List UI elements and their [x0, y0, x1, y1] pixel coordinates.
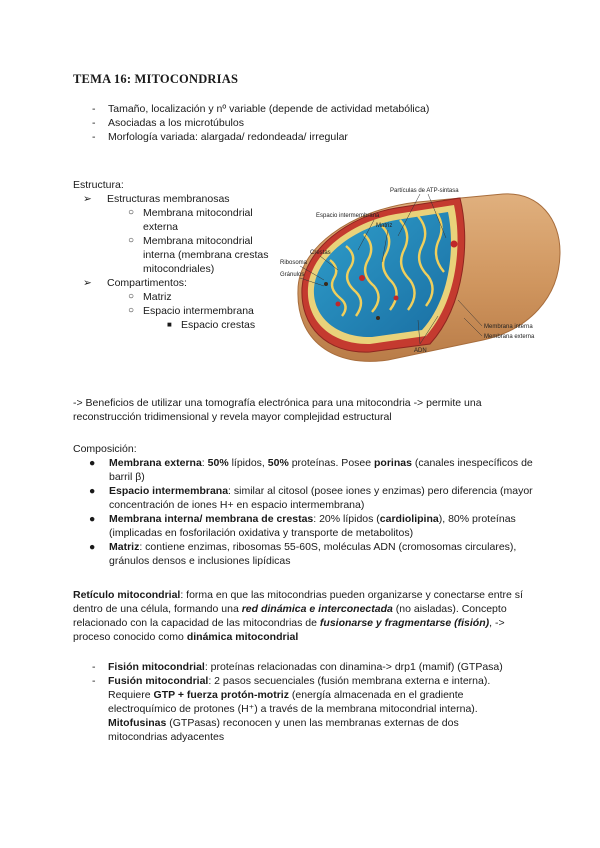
diagram-label-externa: Membrana externa — [484, 334, 535, 340]
diagram-label-ribosoma: Ribosoma — [280, 260, 308, 266]
dot-bullet-icon: ● — [89, 485, 96, 497]
dot-bullet-icon: ● — [89, 457, 96, 469]
diagram-label-adn: ADN — [414, 348, 427, 354]
list-item: ○ Espacio intermembrana — [128, 305, 254, 317]
particle-dot — [394, 296, 399, 301]
particle-dot — [359, 275, 365, 281]
list-item: ● Espacio intermembrana: similar al citosol (posee iones y enzimas) pero diferencia (mayor concentración de iones H+ en espacio intermembrana) — [89, 485, 533, 511]
list-item: ➢ Estructuras membranosas — [83, 193, 230, 205]
diagram-label-intermembrana: Espacio intermembrana — [316, 213, 380, 219]
dot-bullet-icon: ● — [89, 541, 96, 553]
granule-dot — [376, 316, 380, 320]
list-item: ● Membrana interna/ membrana de crestas: 20% lípidos (cardiolipina), 80% proteínas (implicadas en fosforilación oxidativa y transporte de metabolitos) — [89, 513, 516, 539]
estructura-heading: Estructura: — [73, 179, 124, 191]
list-item: - Fusión mitocondrial: 2 pasos secuenciales (fusión membrana externa e interna). Requiere GTP + fuerza protón-motriz (energía almacenada en el gradiente electroquímico de protones (H⁺) a través de la membrana mitocondrial interna). Mitofusinas (GTPasas) reconocen y unen las membranas externas de dos mitocondrias adyacentes — [92, 674, 520, 744]
list-item: ● Membrana externa: 50% lípidos, 50% proteínas. Posee porinas (canales inespecíficos de barril β) — [89, 457, 533, 483]
list-item: - Tamaño, localización y nº variable (depende de actividad metabólica) — [92, 102, 512, 116]
composicion-section — [73, 442, 533, 568]
diagram-label-crestas: Crestas — [310, 250, 331, 256]
particle-dot — [451, 241, 458, 248]
diagram-label-granulos: Gránulos — [280, 272, 305, 278]
dot-bullet-icon: ● — [89, 513, 96, 525]
estructura-section — [73, 178, 278, 332]
diagram-label-interna: Membrana interna — [484, 324, 533, 330]
granule-dot — [324, 282, 328, 286]
list-item: - Asociadas a los microtúbulos — [92, 116, 512, 130]
list-item: ○ Matriz — [128, 291, 172, 303]
square-bullet-icon: ■ — [167, 320, 172, 329]
circle-bullet-icon: ○ — [128, 305, 135, 316]
tomografia-paragraph: -> Beneficios de utilizar una tomografía electrónica para una mitocondria -> permite una reconstrucción tridimensional y revela mayor complejidad estructural — [73, 397, 482, 423]
diagram-label-atpasa: Partículas de ATP-sintasa — [390, 188, 459, 194]
intro-list — [92, 102, 512, 144]
list-item: - Morfología variada: alargada/ redondeada/ irregular — [92, 130, 512, 144]
list-item: ○ Membrana mitocondrial interna (membrana crestas mitocondriales) — [128, 235, 269, 275]
circle-bullet-icon: ○ — [128, 235, 135, 246]
composicion-heading: Composición: — [73, 443, 137, 455]
circle-bullet-icon: ○ — [128, 291, 135, 302]
arrow-bullet-icon: ➢ — [83, 277, 92, 289]
list-item: ■ Espacio crestas — [167, 319, 256, 331]
list-item: ○ Membrana mitocondrial externa — [128, 207, 253, 233]
mitochondria-diagram — [278, 180, 568, 370]
dinamica-list — [92, 660, 520, 744]
page-title: TEMA 16: MITOCONDRIAS — [73, 72, 239, 86]
arrow-bullet-icon: ➢ — [83, 193, 92, 205]
list-item: ➢ Compartimentos: — [83, 277, 187, 289]
reticulo-paragraph: Retículo mitocondrial: forma en que las mitocondrias pueden organizarse y conectarse entre sí dentro de una célula, formando una red dinámica e interconectada (no aisladas). Concepto relacionado con la capacidad de las mitocondrias de fusionarse y fragmentarse (fisión), -> proceso conocido como dinámica mitocondrial — [73, 589, 523, 643]
circle-bullet-icon: ○ — [128, 207, 135, 218]
particle-dot — [336, 302, 341, 307]
list-item: - Fisión mitocondrial: proteínas relacionadas con dinamina-> drp1 (mamif) (GTPasa) — [92, 660, 520, 674]
diagram-label-matriz: Matriz — [376, 223, 393, 229]
list-item: ● Matriz: contiene enzimas, ribosomas 55-60S, moléculas ADN (cromosomas circulares), gránulos densos e inclusiones lipídicas — [89, 541, 517, 567]
